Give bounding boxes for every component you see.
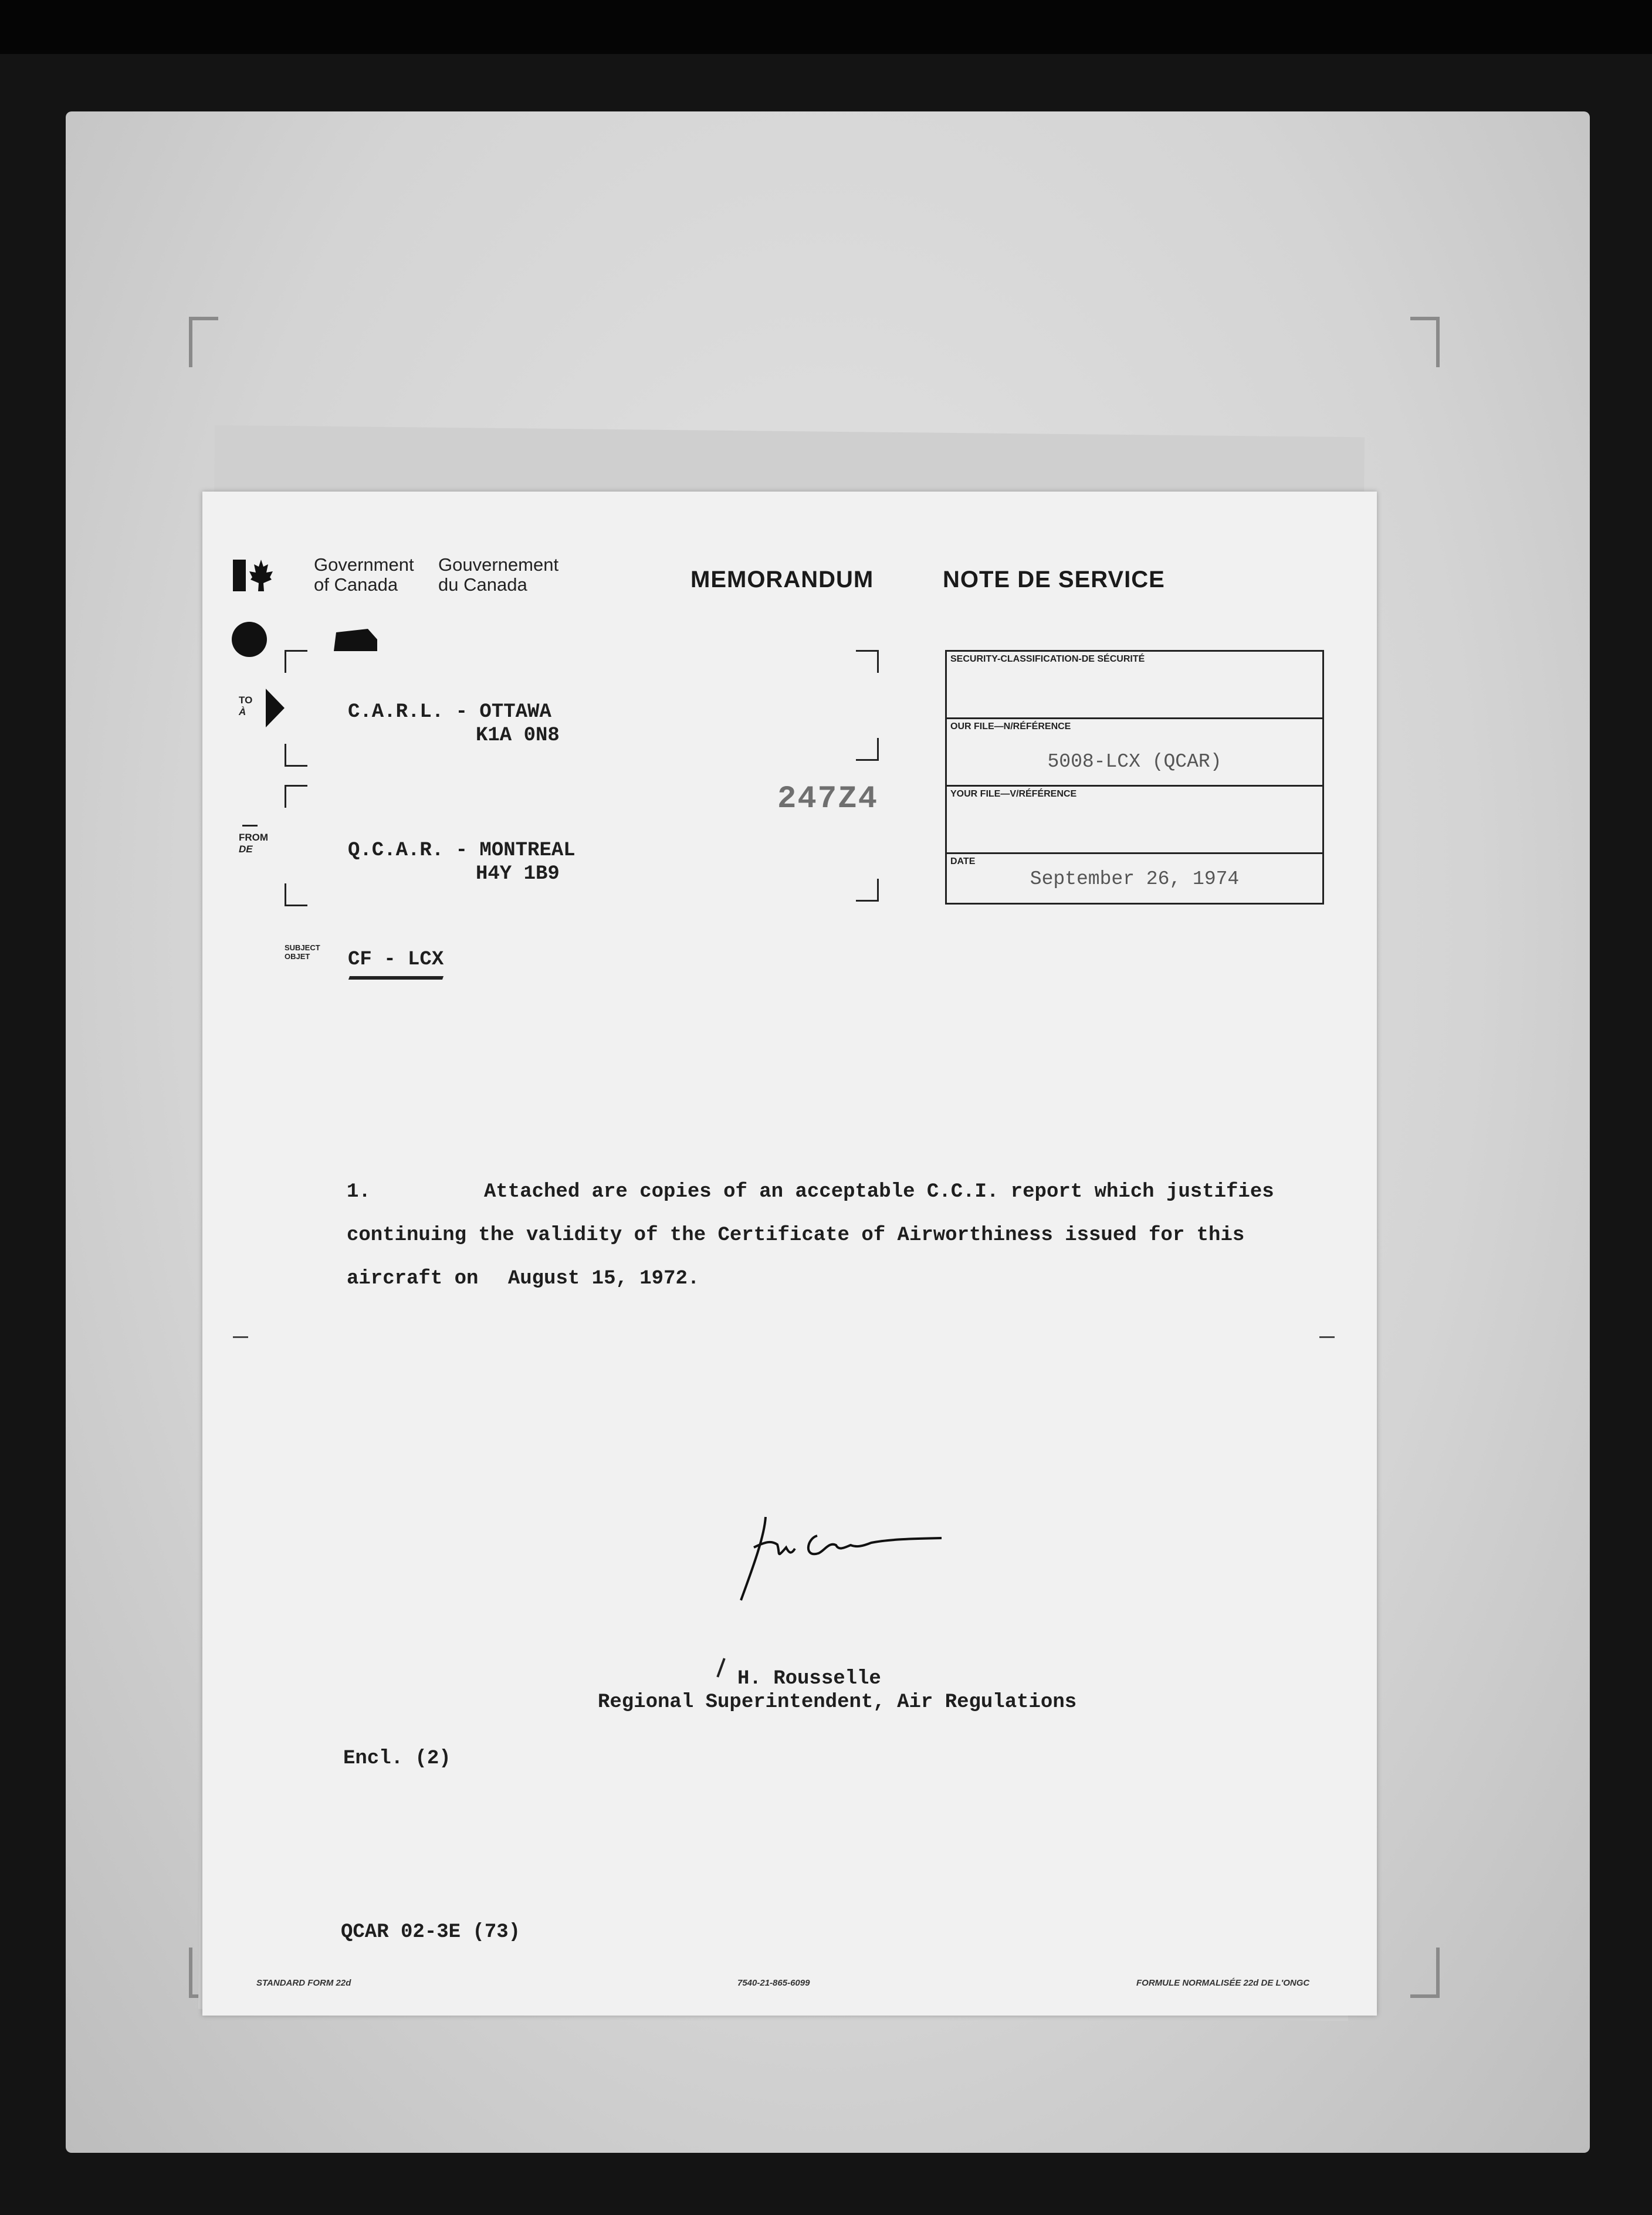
date-value: September 26, 1974 xyxy=(1030,868,1240,890)
subject-prefix: CF - xyxy=(348,949,396,971)
reference-box xyxy=(945,650,1324,905)
our-file-value: 5008-LCX (QCAR) xyxy=(1047,751,1222,773)
crop-mark-top-right xyxy=(1410,317,1440,367)
gov-fr: Gouvernement du Canada xyxy=(438,554,559,595)
our-file-row xyxy=(947,719,1322,787)
body-line-1: Attached are copies of an acceptable C.C.I. report which justifies xyxy=(484,1181,1274,1203)
body-line-3-date: August 15, 1972. xyxy=(507,1268,700,1290)
subject-label: SUBJECT OBJET xyxy=(285,943,320,961)
canada-flag-icon xyxy=(233,557,274,597)
subject-underline xyxy=(348,976,444,980)
to-bracket-bl xyxy=(285,744,307,767)
to-label: TO À xyxy=(239,695,253,717)
crop-mark-top-left xyxy=(189,317,218,367)
subject-registration: LCX xyxy=(408,949,444,971)
from-bracket-bl xyxy=(285,883,307,906)
date-label: DATE xyxy=(950,856,976,866)
to-line2: K1A 0N8 xyxy=(476,724,560,747)
footer-left: STANDARD FORM 22d xyxy=(256,1978,351,1988)
to-bracket-br xyxy=(856,738,879,761)
signatory-name: H. Rousselle xyxy=(737,1668,881,1690)
from-rule xyxy=(242,825,258,827)
stamp-number: 247Z4 xyxy=(777,781,879,817)
arrow-right-icon xyxy=(263,687,287,731)
from-bracket-tl xyxy=(285,785,307,808)
margin-tick-right xyxy=(1319,1336,1335,1338)
security-row xyxy=(947,652,1322,719)
body-line-3 xyxy=(347,1267,699,1291)
footer-right: FORMULE NORMALISÉE 22d DE L'ONGC xyxy=(1136,1978,1310,1988)
your-file-row xyxy=(947,787,1322,854)
from-label: FROM DE xyxy=(239,832,269,855)
margin-tick-left xyxy=(233,1336,248,1338)
gov-en: Government of Canada xyxy=(314,554,414,595)
your-file-label: YOUR FILE—V/RÉFÉRENCE xyxy=(950,789,1077,799)
memo-sheet xyxy=(202,492,1377,2016)
body-line-3-prefix: aircraft on xyxy=(347,1268,479,1290)
memorandum-heading: MEMORANDUM xyxy=(690,567,874,592)
handwritten-signature xyxy=(730,1512,953,1609)
date-row xyxy=(947,854,1322,901)
from-bracket-br xyxy=(856,879,879,902)
paragraph-number: 1. xyxy=(347,1181,371,1203)
to-bracket-tr xyxy=(856,650,879,673)
security-label: SECURITY-CLASSIFICATION-DE SÉCURITÉ xyxy=(950,654,1145,664)
tab-marker-icon xyxy=(333,628,380,655)
to-bracket-tl xyxy=(285,650,307,673)
punch-hole-mark xyxy=(232,622,267,657)
our-file-label: OUR FILE—N/RÉFÉRENCE xyxy=(950,722,1071,731)
from-line1: Q.C.A.R. - MONTREAL xyxy=(348,839,576,862)
subject-value xyxy=(348,948,444,971)
crop-mark-bottom-right xyxy=(1410,1948,1440,1998)
note-de-service-heading: NOTE DE SERVICE xyxy=(943,567,1165,592)
form-code: QCAR 02-3E (73) xyxy=(341,1921,521,1943)
enclosure: Encl. (2) xyxy=(343,1747,451,1770)
to-line1: C.A.R.L. - OTTAWA xyxy=(348,701,551,723)
initial-mark xyxy=(716,1658,725,1677)
top-border xyxy=(0,0,1652,54)
footer-center: 7540-21-865-6099 xyxy=(737,1978,810,1988)
from-line2: H4Y 1B9 xyxy=(476,863,560,885)
signatory-title: Regional Superintendent, Air Regulations xyxy=(598,1691,1077,1713)
body-line-2: continuing the validity of the Certificate of Airworthiness issued for this xyxy=(347,1224,1245,1247)
